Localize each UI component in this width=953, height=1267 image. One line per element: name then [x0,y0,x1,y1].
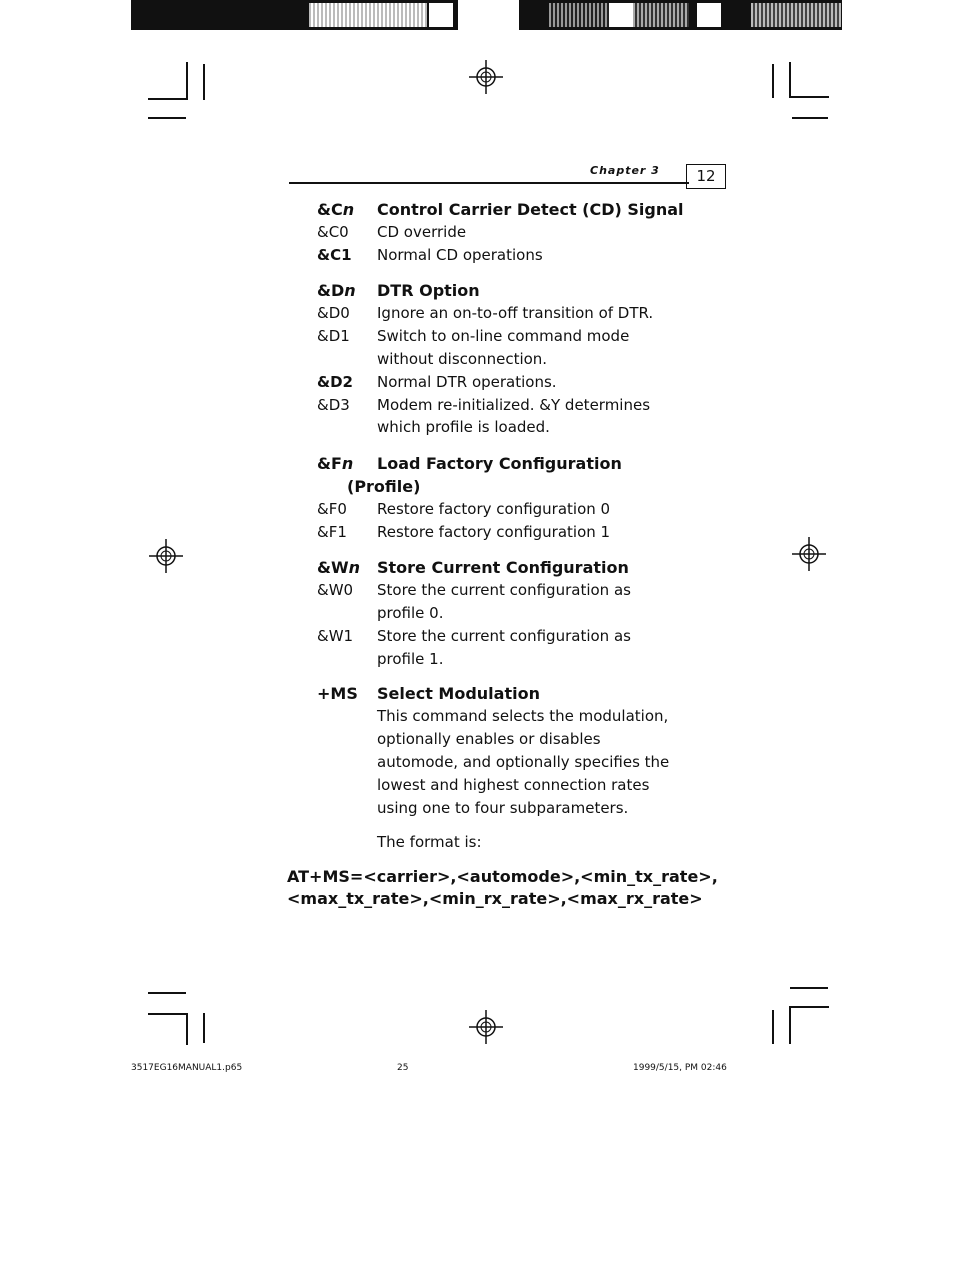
registration-mark-icon [790,535,828,573]
command-title: Control Carrier Detect (CD) Signal [377,200,684,219]
footer-page: 25 [397,1063,409,1073]
calibration-bar-right [519,0,842,30]
option-description: Store the current configuration as [377,627,631,645]
option-code: &W0 [317,581,354,599]
option-code: &C1 [317,246,352,264]
crop-mark [203,1013,205,1043]
option-description: CD override [377,223,467,241]
option-description-cont: profile 1. [377,650,444,668]
crop-mark [148,992,186,994]
registration-mark-icon [467,1008,505,1046]
option-description-cont: profile 0. [377,604,444,622]
footer-filename: 3517EG16MANUAL1.p65 [131,1063,243,1073]
crop-mark [186,62,188,100]
command-title: Load Factory Configuration [377,454,622,473]
option-description: Modem re-initialized. &Y determines [377,396,651,414]
crop-mark [186,1013,188,1045]
option-code: &F1 [317,523,347,541]
format-syntax-line: <max_tx_rate>,<min_rx_rate>,<max_rx_rate> [287,889,703,908]
option-description: Normal DTR operations. [377,373,557,391]
option-code: &W1 [317,627,354,645]
format-syntax-line: AT+MS=<carrier>,<automode>,<min_tx_rate>, [287,867,718,886]
crop-mark [789,96,829,98]
crop-mark [789,1006,829,1008]
registration-mark-icon [467,58,505,96]
crop-mark [772,64,774,98]
crop-mark [148,98,188,100]
option-description: Restore factory configuration 0 [377,500,611,518]
command-title-cont: (Profile) [347,477,421,496]
registration-mark-icon [147,537,185,575]
command-code: &Wn [317,558,360,577]
command-code: +MS [317,684,358,703]
description-line: optionally enables or disables [377,730,601,748]
chapter-label: Chapter 3 [590,164,660,177]
option-code: &D1 [317,327,350,345]
format-intro: The format is: [377,833,482,851]
command-title: Select Modulation [377,684,540,703]
command-code: &Cn [317,200,355,219]
command-title: DTR Option [377,281,480,300]
option-code: &F0 [317,500,347,518]
option-description: Store the current configuration as [377,581,631,599]
calibration-bar-left [131,0,458,30]
header-rule [289,182,689,184]
option-description-cont: which profile is loaded. [377,418,550,436]
option-description: Ignore an on-to-off transition of DTR. [377,304,654,322]
crop-mark [792,117,828,119]
option-description: Normal CD operations [377,246,543,264]
option-code: &C0 [317,223,349,241]
crop-mark [148,117,186,119]
option-description-cont: without disconnection. [377,350,548,368]
crop-mark [203,64,205,100]
option-code: &D3 [317,396,350,414]
option-code: &D0 [317,304,350,322]
option-code: &D2 [317,373,353,391]
crop-mark [789,62,791,98]
command-title: Store Current Configuration [377,558,629,577]
page-number: 12 [686,164,726,189]
option-description: Restore factory configuration 1 [377,523,611,541]
description-line: lowest and highest connection rates [377,776,650,794]
footer-timestamp: 1999/5/15, PM 02:46 [633,1063,727,1073]
description-line: This command selects the modulation, [377,707,669,725]
crop-mark [772,1010,774,1044]
crop-mark [790,987,828,989]
crop-mark [789,1006,791,1044]
crop-mark [148,1013,188,1015]
description-line: automode, and optionally specifies the [377,753,670,771]
option-description: Switch to on-line command mode [377,327,630,345]
command-code: &Fn [317,454,354,473]
command-code: &Dn [317,281,356,300]
description-line: using one to four subparameters. [377,799,629,817]
